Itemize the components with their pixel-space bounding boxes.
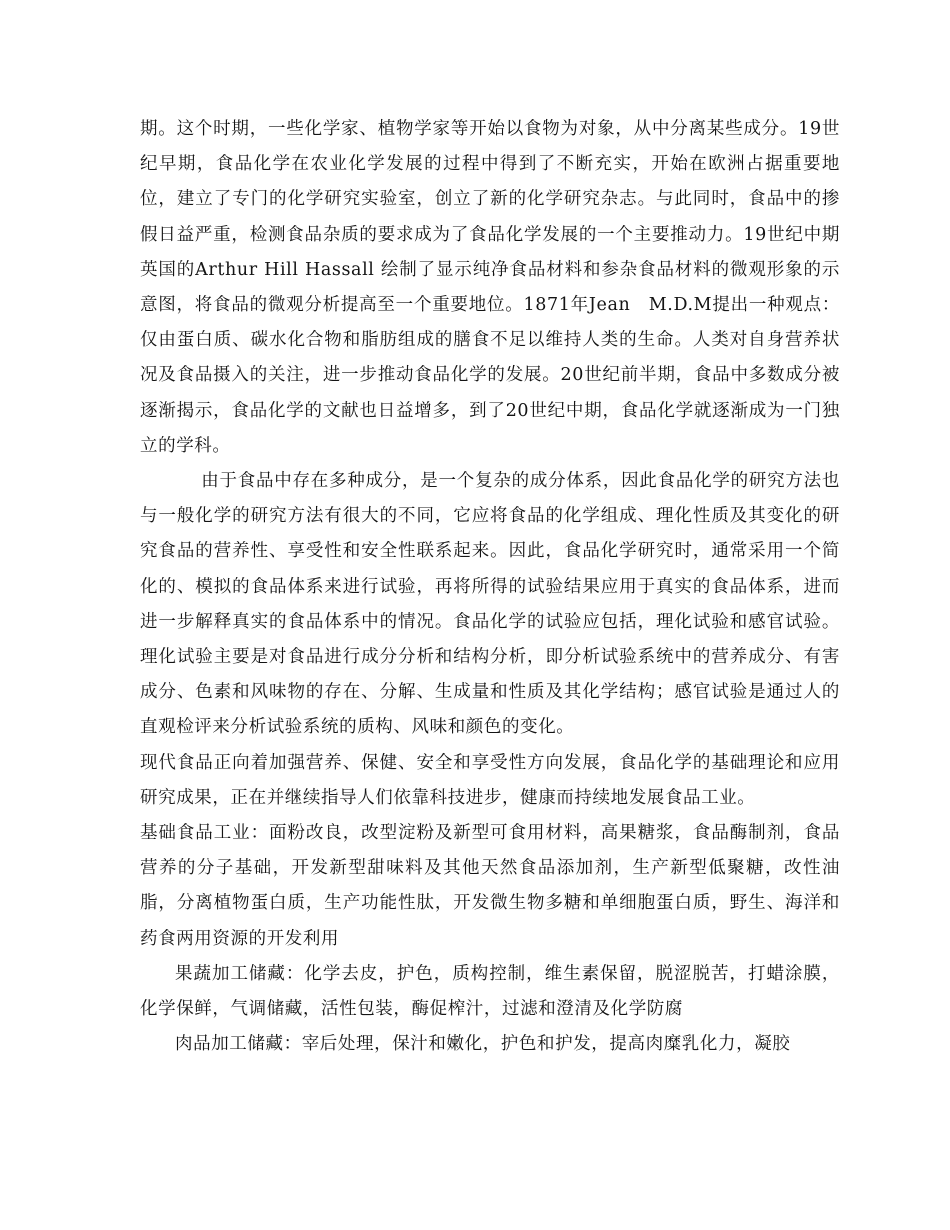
paragraph-research-methods: 由于食品中存在多种成分，是一个复杂的成分体系，因此食品化学的研究方法也与一般化学的研究方法有很大的不同，它应将食品的化学组成、理化性质及其变化的研究食品的营养性、享受性和安全性联系起来。因此，食品化学研究时，通常采用一个简化的、模拟的食品体系来进行试验，再将所得的试验结果应用于真实的食品体系，进而进一步解释真实的食品体系中的情况。食品化学的试验应包括，理化试验和感官试验。理化试验主要是对食品进行成分分析和结构分析，即分析试验系统中的营养成分、有害成分、色素和风味物的存在、分解、生成量和性质及其化学结构；感官试验是通过人的直观检评来分析试验系统的质构、风味和颜色的变化。 bbox=[140, 471, 840, 738]
paragraph-basic-food-industry: 基础食品工业：面粉改良，改型淀粉及新型可食用材料，高果糖浆，食品酶制剂，食品营养的分子基础，开发新型甜味料及其他天然食品添加剂，生产新型低聚糖，改性油脂，分离植物蛋白质，生产功能性肽，开发微生物多糖和单细胞蛋白质，野生、海洋和药食两用资源的开发利用 bbox=[140, 823, 840, 949]
document-body bbox=[140, 112, 840, 1062]
paragraph-meat-processing: 肉品加工储藏：宰后处理，保汁和嫩化，护色和护发，提高肉糜乳化力，凝胶 bbox=[175, 1034, 791, 1055]
paragraph-fruit-vegetable-processing: 果蔬加工储藏：化学去皮，护色，质构控制，维生素保留，脱涩脱苦，打蜡涂膜，化学保鲜，气调储藏，活性包装，酶促榨汁，过滤和澄清及化学防腐 bbox=[140, 963, 840, 1020]
paragraph-modern-food: 现代食品正向着加强营养、保健、安全和享受性方向发展，食品化学的基础理论和应用研究成果，正在并继续指导人们依靠科技进步，健康而持续地发展食品工业。 bbox=[140, 752, 840, 808]
paragraph-history: 期。这个时期，一些化学家、植物学家等开始以食物为对象，从中分离某些成分。19世纪早期，食品化学在农业化学发展的过程中得到了不断充实，开始在欧洲占据重要地位，建立了专门的化学研究实验室，创立了新的化学研究杂志。与此同时，食品中的掺假日益严重，检测食品杂质的要求成为了食品化学发展的一个主要推动力。19世纪中期英国的Arthur Hill Hassall 绘制了显示纯净食品材料和参杂食品材料的微观形象的示意图，将食品的微观分析提高至一个重要地位。1871年Jean M.D.M提出一种观点：仅由蛋白质、碳水化合物和脂肪组成的膳食不足以维持人类的生命。人类对自身营养状况及食品摄入的关注，进一步推动食品化学的发展。20世纪前半期，食品中多数成分被逐渐揭示，食品化学的文献也日益增多，到了20世纪中期，食品化学就逐渐成为一门独立的学科。 bbox=[140, 119, 840, 456]
